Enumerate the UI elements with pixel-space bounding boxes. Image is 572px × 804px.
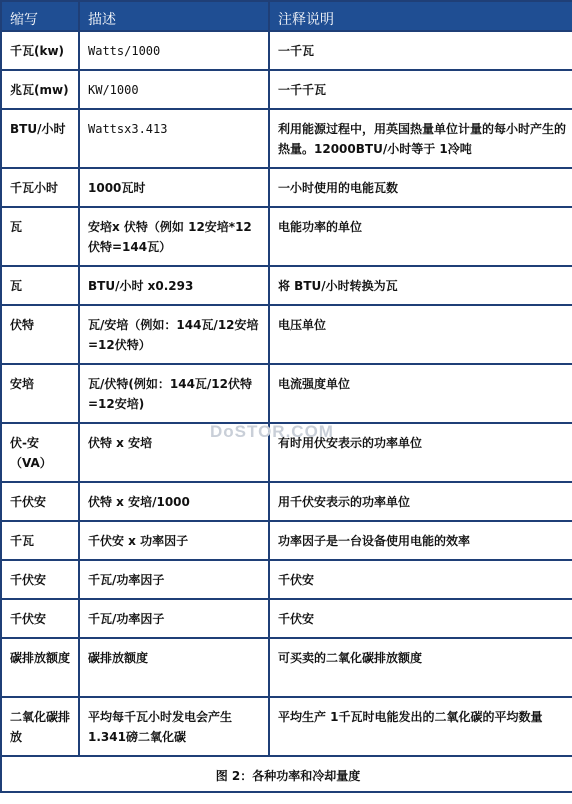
cell-desc: Wattsx3.413 xyxy=(79,109,269,168)
cell-abbr: 千瓦(kw) xyxy=(1,31,79,70)
table-row xyxy=(1,521,572,560)
table-row xyxy=(1,364,572,423)
header-abbreviation: 缩写 xyxy=(1,1,79,31)
cell-desc: 瓦/安培（例如：144瓦/12安培=12伏特） xyxy=(79,305,269,364)
cell-desc: KW/1000 xyxy=(79,70,269,109)
cell-abbr: 瓦 xyxy=(1,266,79,305)
cell-desc: 伏特 x 安培 xyxy=(79,423,269,482)
cell-abbr: 二氧化碳排放 xyxy=(1,697,79,756)
cell-abbr: 碳排放额度 xyxy=(1,638,79,697)
cell-desc: 平均每千瓦小时发电会产生 1.341磅二氧化碳 xyxy=(79,697,269,756)
cell-abbr: BTU/小时 xyxy=(1,109,79,168)
cell-desc: 安培x 伏特（例如 12安培*12伏特=144瓦） xyxy=(79,207,269,266)
table-row xyxy=(1,266,572,305)
cell-desc: 千瓦/功率因子 xyxy=(79,599,269,638)
cell-note: 千伏安 xyxy=(269,599,572,638)
cell-desc: 1000瓦时 xyxy=(79,168,269,207)
watermark-text: DoSTOR.COM xyxy=(210,422,334,441)
table-row xyxy=(1,638,572,697)
table-row xyxy=(1,70,572,109)
table-row xyxy=(1,599,572,638)
cell-abbr: 千伏安 xyxy=(1,482,79,521)
table-caption: 图 2：各种功率和冷却量度 xyxy=(1,756,572,792)
table-row xyxy=(1,697,572,756)
cell-abbr: 千伏安 xyxy=(1,560,79,599)
cell-desc: 千瓦/功率因子 xyxy=(79,560,269,599)
table-row xyxy=(1,560,572,599)
cell-abbr: 伏-安（VA） xyxy=(1,423,79,482)
cell-abbr: 兆瓦(mw) xyxy=(1,70,79,109)
header-notes: 注释说明 xyxy=(269,1,572,31)
cell-desc: 千伏安 x 功率因子 xyxy=(79,521,269,560)
cell-note: 利用能源过程中，用英国热量单位计量的每小时产生的热量。12000BTU/小时等于 1冷吨 xyxy=(269,109,572,168)
header-description: 描述 xyxy=(79,1,269,31)
cell-note: 功率因子是一台设备使用电能的效率 xyxy=(269,521,572,560)
cell-note: 电能功率的单位 xyxy=(269,207,572,266)
cell-note: 将 BTU/小时转换为瓦 xyxy=(269,266,572,305)
table-row xyxy=(1,31,572,70)
cell-abbr: 伏特 xyxy=(1,305,79,364)
cell-abbr: 瓦 xyxy=(1,207,79,266)
cell-note: 用千伏安表示的功率单位 xyxy=(269,482,572,521)
cell-abbr: 安培 xyxy=(1,364,79,423)
cell-note: 一小时使用的电能瓦数 xyxy=(269,168,572,207)
cell-note: 千伏安 xyxy=(269,560,572,599)
table-row xyxy=(1,482,572,521)
table-row xyxy=(1,305,572,364)
table-row xyxy=(1,109,572,168)
cell-note: 一千千瓦 xyxy=(269,70,572,109)
cell-abbr: 千瓦小时 xyxy=(1,168,79,207)
cell-note: 电流强度单位 xyxy=(269,364,572,423)
cell-note: 一千瓦 xyxy=(269,31,572,70)
cell-desc: 瓦/伏特(例如：144瓦/12伏特=12安培) xyxy=(79,364,269,423)
cell-note: 平均生产 1千瓦时电能发出的二氧化碳的平均数量 xyxy=(269,697,572,756)
cell-note: 电压单位 xyxy=(269,305,572,364)
table-row xyxy=(1,168,572,207)
caption-row xyxy=(1,756,572,792)
cell-abbr: 千伏安 xyxy=(1,599,79,638)
table-row xyxy=(1,207,572,266)
cell-desc: 碳排放额度 xyxy=(79,638,269,697)
cell-desc: Watts/1000 xyxy=(79,31,269,70)
cell-abbr: 千瓦 xyxy=(1,521,79,560)
cell-note: 有时用伏安表示的功率单位 xyxy=(269,423,572,482)
cell-desc: BTU/小时 x0.293 xyxy=(79,266,269,305)
table-header-row xyxy=(1,1,572,31)
cell-desc: 伏特 x 安培/1000 xyxy=(79,482,269,521)
cell-note: 可买卖的二氧化碳排放额度 xyxy=(269,638,572,697)
